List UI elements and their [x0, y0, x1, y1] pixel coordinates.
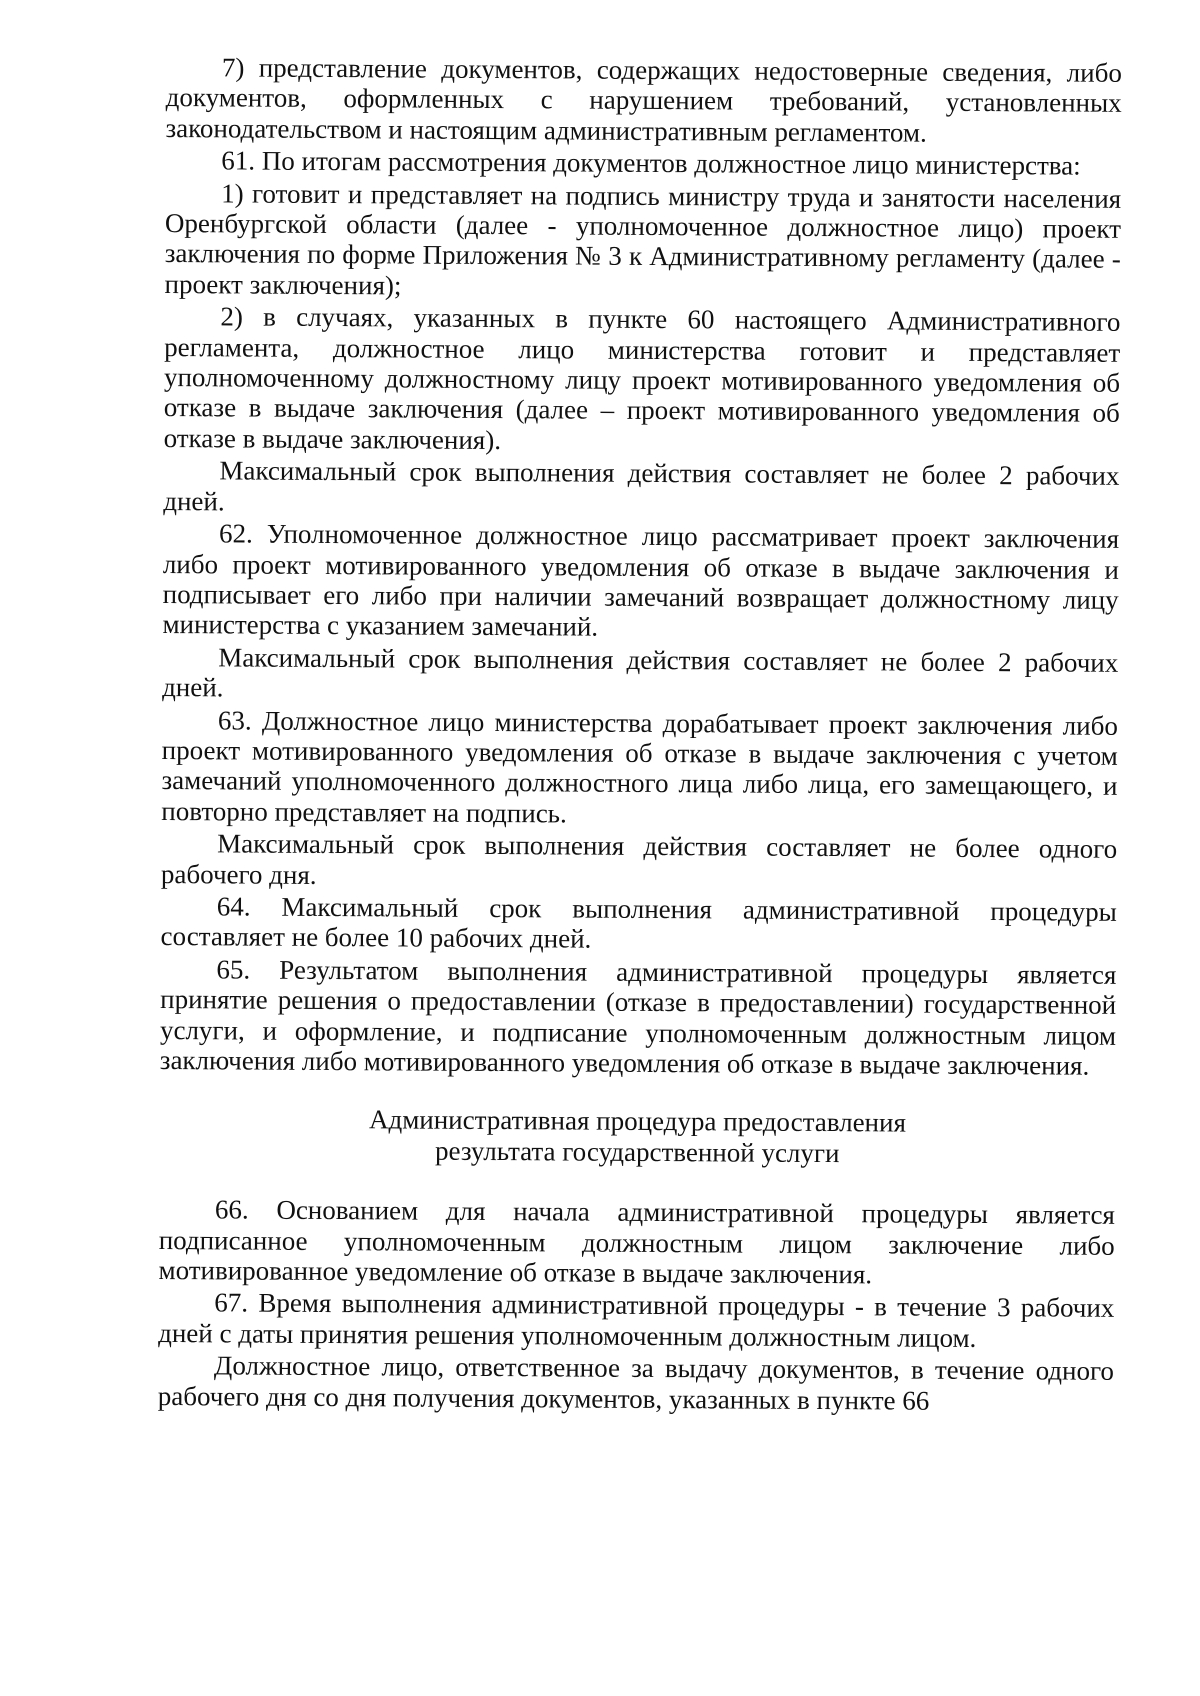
- paragraph-64: 64. Максимальный срок выполнения административной процедуры составляет не более 10 рабочих дней.: [160, 891, 1117, 954]
- section-heading: [159, 1103, 1115, 1170]
- paragraph-max-term-61: Максимальный срок выполнения действия составляет не более 2 рабочих дней.: [163, 455, 1120, 517]
- paragraph-max-term-62: Максимальный срок выполнения действия составляет не более 2 рабочих дней.: [162, 642, 1119, 703]
- document-page: [158, 52, 1122, 1419]
- paragraph-65: 65. Результатом выполнения административной процедуры является принятие решения о предоставлении (отказе в предоставлении) государственной услуги, и оформление, и подписание уполномоченным должностным лицом заключения либо мотивированного уведомления об отказе в выдаче заключения.: [159, 954, 1117, 1081]
- paragraph-67: 67. Время выполнения административной процедуры - в течение 3 рабочих дней с даты принятия решения уполномоченным должностным лицом.: [158, 1287, 1115, 1353]
- paragraph-max-term-63: Максимальный срок выполнения действия составляет не более одного рабочего дня.: [160, 828, 1118, 890]
- paragraph-61-item-2: 2) в случаях, указанных в пункте 60 настоящего Административного регламента, должностное лицо министерства готовит и представляет уполномоченному должностному лицу проект мотивированного уведомления об отказе в выдаче заключения (далее – проект мотивированного уведомления об отказе в выдаче заключения).: [163, 301, 1121, 455]
- paragraph-63: 63. Должностное лицо министерства дорабатывает проект заключения либо проект мотивированного уведомления об отказе в выдаче заключения с учетом замечаний уполномоченного должностного лица либо лица, его замещающего, и повторно представляет на подпись.: [161, 704, 1118, 829]
- paragraph-document-issuer: Должностное лицо, ответственное за выдачу документов, в течение одного рабочего дня со дня получения документов, указанных в пункте 66: [157, 1350, 1115, 1416]
- paragraph-item-7: 7) представление документов, содержащих недостоверные сведения, либо документов, оформленных с нарушением требований, установленных законодательством и настоящим административным регламентом.: [165, 52, 1122, 148]
- paragraph-66: 66. Основанием для начала административной процедуры является подписанное уполномоченным должностным лицом заключение либо мотивированное уведомление об отказе в выдаче заключения.: [158, 1194, 1116, 1290]
- section-heading-line-2: результата государственной услуги: [434, 1135, 840, 1168]
- paragraph-61-item-1: 1) готовит и представляет на подпись министру труда и занятости населения Оренбургской области (далее - уполномоченное должностное лицо) проект заключения по форме Приложения № 3 к Административному регламенту (далее - проект заключения);: [164, 177, 1122, 301]
- section-heading-line-1: Административная процедура предоставления: [368, 1104, 907, 1138]
- paragraph-62: 62. Уполномоченное должностное лицо рассматривает проект заключения либо проект мотивированного уведомления об отказе в выдаче заключения и подписывает его либо при наличии замечаний возвращает должностному лицу министерства с указанием замечаний.: [162, 518, 1120, 642]
- paragraph-61: 61. По итогам рассмотрения документов должностное лицо министерства:: [221, 145, 1081, 181]
